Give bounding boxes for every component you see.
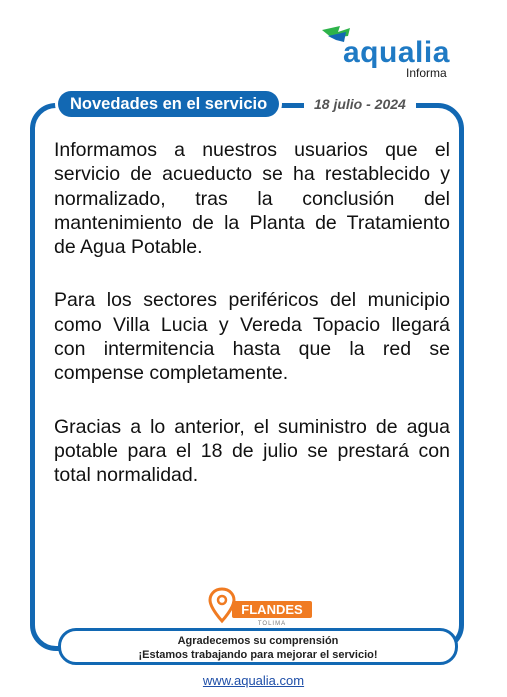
- location-pin-icon: [208, 587, 316, 629]
- notice-paragraph: Informamos a nuestros usuarios que el servicio de acueducto se ha restablecido y normalizado, tras la conclusión del mantenimiento de la Planta de Tratamiento de Agua Potable.: [54, 139, 450, 259]
- municipality-name: FLANDES: [241, 602, 303, 617]
- logo-subtext: Informa: [406, 66, 447, 80]
- municipality-region: TOLIMA: [257, 621, 287, 627]
- website-link[interactable]: www.aqualia.com: [202, 673, 305, 688]
- logo-text: aqualia: [343, 36, 450, 69]
- flandes-logo: [208, 587, 316, 629]
- notice-date: 18 julio - 2024: [304, 93, 416, 115]
- notice-paragraph: Para los sectores periféricos del municipio como Villa Lucia y Vereda Topacio llegará con intermitencia hasta que la red se compense completamente.: [54, 289, 450, 385]
- aqualia-logo: [318, 22, 458, 82]
- footer-line-2: ¡Estamos trabajando para mejorar el servicio!: [138, 649, 378, 661]
- footer-line-1: Agradecemos su comprensión: [177, 635, 339, 647]
- notice-title: Novedades en el servicio: [58, 91, 279, 117]
- notice-body: [54, 138, 450, 517]
- notice-paragraph: Gracias a lo anterior, el suministro de agua potable para el 18 de julio se prestará con total normalidad.: [54, 415, 450, 487]
- footer-box: [58, 628, 458, 665]
